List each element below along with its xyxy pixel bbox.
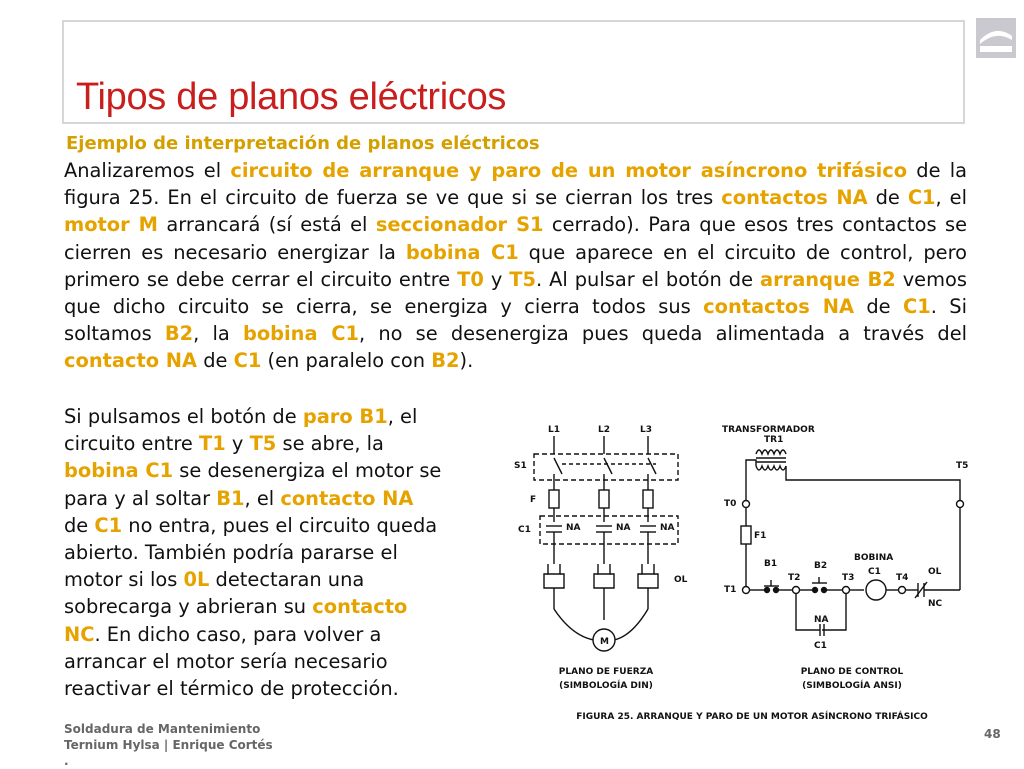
highlight-term: contactos NA — [703, 295, 854, 319]
text-run: , no se desenergiza pues queda alimentada a través del — [359, 322, 968, 346]
highlight-term: arranque B2 — [760, 267, 896, 291]
figure-25-diagram — [512, 414, 1000, 720]
highlight-term: C1 — [903, 295, 931, 319]
text-run: de — [853, 295, 904, 319]
highlight-term: T5 — [249, 432, 277, 456]
text-run: vemos que dicho circuito se cierra, se energiza y cierra todos sus — [64, 267, 967, 319]
paragraph-stop — [64, 403, 514, 702]
text-run: reactivar el térmico de protección. — [64, 677, 399, 701]
caption-power-1: PLANO DE FUERZA — [558, 667, 654, 677]
highlight-term: bobina C1 — [242, 322, 360, 346]
label-f: F — [530, 495, 537, 505]
label-c1-ctrl: C1 — [814, 641, 827, 651]
slide-title: Tipos de planos eléctricos — [76, 76, 507, 118]
text-run: y — [225, 432, 250, 456]
label-b2: B2 — [814, 561, 828, 571]
highlight-term: contacto — [312, 595, 408, 619]
title-box — [62, 20, 965, 124]
highlight-term: T1 — [199, 432, 226, 456]
footer-author: Ternium Hylsa | Enrique Cortés — [64, 738, 273, 752]
text-run: y — [483, 267, 510, 291]
label-t3: T3 — [842, 573, 855, 583]
highlight-term: C1 — [233, 349, 262, 373]
text-run: sobrecarga y abrieran su — [64, 595, 313, 619]
paragraph-intro — [64, 157, 967, 375]
power-circuit — [534, 436, 678, 651]
label-f1: F1 — [754, 531, 767, 541]
text-line — [64, 485, 514, 512]
label-l3: L3 — [640, 425, 652, 435]
subheading: Ejemplo de interpretación de planos eléctricos — [66, 133, 540, 154]
highlight-term: B2 — [431, 349, 460, 373]
highlight-term: bobina C1 — [405, 240, 519, 264]
caption-power-2: (SIMBOLOGÍA DIN) — [559, 681, 653, 691]
text-line — [64, 430, 514, 457]
text-run: se abre, la — [276, 432, 384, 456]
text-run: de — [197, 349, 234, 373]
page-number: 48 — [984, 727, 1001, 741]
text-run: , la — [193, 322, 243, 346]
caption-control-2: (SIMBOLOGÍA ANSI) — [802, 681, 902, 691]
highlight-term: T5 — [509, 267, 537, 291]
text-run: . Al pulsar el botón de — [536, 267, 760, 291]
text-line — [64, 675, 514, 702]
text-run: abierto. También podría pararse el — [64, 541, 398, 565]
text-run: que aparece en el circuito de control, pero primero se debe cerrar el circuito entre — [64, 240, 967, 291]
label-na-ctrl: NA — [814, 615, 829, 625]
label-na-3: NA — [660, 523, 675, 533]
footer-dot: . — [64, 754, 69, 768]
text-run: , el — [387, 405, 418, 428]
text-run: Analizaremos el — [64, 159, 231, 182]
label-t5: T5 — [956, 461, 969, 471]
label-c1: C1 — [518, 525, 531, 535]
text-run: detectaran una — [209, 568, 365, 592]
label-bobina: BOBINA — [854, 553, 894, 563]
text-line — [64, 539, 514, 566]
label-transformer: TRANSFORMADOR — [722, 425, 815, 435]
label-ol: OL — [674, 575, 688, 585]
text-run: arrancará (sí está el — [157, 213, 376, 237]
label-na-2: NA — [616, 523, 631, 533]
text-run: de — [64, 513, 95, 537]
text-line — [64, 621, 514, 648]
text-run: se desenergiza el motor se — [173, 459, 442, 483]
text-run: (en paralelo con — [261, 349, 432, 373]
text-run: motor si los — [64, 568, 184, 592]
highlight-term: bobina C1 — [64, 459, 174, 483]
text-line — [64, 457, 514, 484]
label-t2: T2 — [788, 573, 801, 583]
text-run: de la figura 25. En el circuito de fuerza se ve que si se cierran los tres — [64, 159, 968, 210]
label-na-1: NA — [566, 523, 581, 533]
caption-control-1: PLANO DE CONTROL — [800, 667, 904, 677]
highlight-term: C1 — [94, 513, 123, 537]
label-t1: T1 — [724, 585, 737, 595]
label-motor: M — [600, 637, 609, 647]
label-l2: L2 — [598, 425, 610, 435]
text-run: . Si soltamos — [64, 295, 968, 346]
highlight-term: NC — [64, 622, 95, 646]
text-line — [64, 403, 514, 430]
label-ol-ctrl: OL — [928, 567, 942, 577]
text-line — [64, 648, 514, 675]
highlight-term: contacto NA — [64, 349, 198, 373]
highlight-term: C1 — [907, 186, 936, 210]
text-run: cerrado). Para que esos tres contactos se cierren es necesario energizar la — [64, 213, 968, 264]
label-l1: L1 — [548, 425, 560, 435]
text-run: , el — [244, 486, 281, 510]
text-run: Si pulsamos el botón de — [64, 405, 303, 428]
label-t4: T4 — [896, 573, 909, 583]
highlight-term: circuito de arranque y paro de un motor asíncrono trifásico — [230, 159, 908, 182]
text-run: ). — [459, 349, 474, 373]
footer-credits — [64, 721, 273, 769]
highlight-term: 0L — [183, 568, 210, 592]
text-run: . En dicho caso, para volver a — [94, 622, 382, 646]
figure-caption: FIGURA 25. ARRANQUE Y PARO DE UN MOTOR ASÍNCRONO TRIFÁSICO — [576, 712, 928, 720]
label-nc: NC — [928, 599, 943, 609]
label-t0: T0 — [724, 499, 737, 509]
text-line — [64, 512, 514, 539]
text-line — [64, 566, 514, 593]
text-run: arrancar el motor sería necesario — [64, 649, 388, 673]
highlight-term: contacto NA — [280, 486, 414, 510]
highlight-term: seccionador S1 — [375, 213, 544, 237]
text-run: para y al soltar — [64, 486, 217, 510]
highlight-term: paro B1 — [302, 405, 388, 428]
text-line — [64, 593, 514, 620]
highlight-term: motor M — [64, 213, 158, 237]
ternium-logo-icon — [976, 18, 1016, 58]
text-run: circuito entre — [64, 432, 200, 456]
text-run: no entra, pues el circuito queda — [122, 513, 438, 537]
highlight-term: B1 — [216, 486, 245, 510]
label-s1: S1 — [514, 461, 527, 471]
highlight-term: B2 — [164, 322, 194, 346]
text-run: , el — [935, 186, 967, 210]
label-b1: B1 — [764, 559, 778, 569]
text-run: de — [867, 186, 908, 210]
footer-course: Soldadura de Mantenimiento — [64, 722, 261, 736]
label-coil-c1: C1 — [868, 567, 881, 577]
highlight-term: T0 — [457, 267, 484, 291]
highlight-term: contactos NA — [721, 186, 868, 210]
label-tr1: TR1 — [764, 435, 784, 445]
